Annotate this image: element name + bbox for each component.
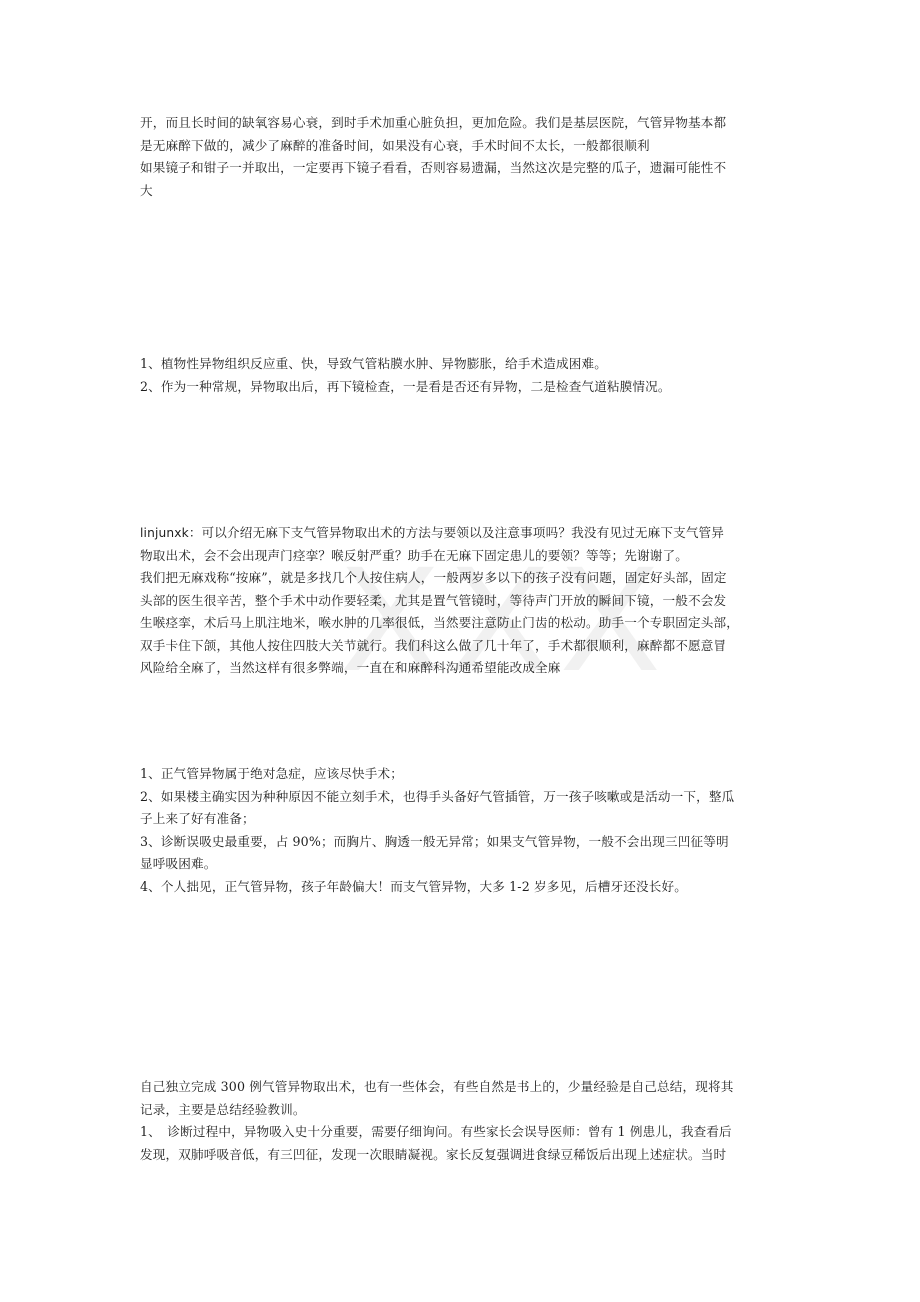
username: linjunxk xyxy=(140,526,189,540)
text-line: 1、正气管异物属于绝对急症，应该尽快手术； xyxy=(140,766,404,781)
svg-text:X: X xyxy=(560,534,661,702)
text-line: 双手卡住下颌，其他人按住四肢大关节就行。我们科这么做了几十年了，手术都很顺利，麻醉都不愿意冒 xyxy=(140,637,727,653)
text-line: 3、诊断误吸史最重要，占 90%；而胸片、胸透一般无异常；如果支气管异物，一般不会出现三凹征等明 xyxy=(140,833,729,849)
text-line: 开，而且长时间的缺氧容易心衰，到时手术加重心脏负担，更加危险。我们是基层医院，气管异物基本都 xyxy=(140,115,727,130)
text-line: 自己独立完成 300 例气管异物取出术，也有一些体会，有些自然是书上的，少量经验是自己总结，现将其 xyxy=(140,1079,734,1094)
text-line xyxy=(140,522,785,545)
text-line: 4、个人拙见，正气管异物，孩子年龄偏大！而支气管异物，大多 1-2 岁多见，后槽牙还没长好。 xyxy=(140,878,687,894)
text-line: 我们把无麻戏称“按麻”，就是多找几个人按住病人，一般两岁多以下的孩子没有问题，固定好头部，固定 xyxy=(140,570,727,585)
text-line: 是无麻醉下做的，减少了麻醉的准备时间，如果没有心衰，手术时间不太长，一般都很顺利 xyxy=(140,137,650,153)
text-line: 物取出术，会不会出现声门痉挛？喉反射严重？助手在无麻下固定患儿的要领？等等；先谢谢了。 xyxy=(140,547,688,563)
text-line: 子上来了好有准备； xyxy=(140,811,255,826)
question-text: ：可以介绍无麻下支气管异物取出术的方法与要领以及注意事项吗？我没有见过无麻下支气管异 xyxy=(188,525,725,540)
text-line: 发现，双肺呼吸音低，有三凹征，发现一次眼睛凝视。家长反复强调进食绿豆稀饭后出现上述症状。当时 xyxy=(140,1146,727,1162)
text-line: 1、植物性异物组织反应重、快，导致气管粘膜水肿、异物膨胀，给手术造成困难。 xyxy=(140,356,607,371)
text-line: 风险给全麻了，当然这样有很多弊端，一直在和麻醉科沟通希望能改成全麻 xyxy=(140,660,561,675)
paragraph-block-4 xyxy=(140,763,785,898)
text-line: 大 xyxy=(140,182,153,198)
text-line: 显呼吸困难。 xyxy=(140,856,217,871)
svg-text:X: X xyxy=(340,534,441,702)
text-line: 头部的医生很辛苦，整个手术中动作要轻柔，尤其是置气管镜时，等待声门开放的瞬间下镜，一般不会发 xyxy=(140,592,727,608)
paragraph-block-2 xyxy=(140,353,785,398)
svg-text:X: X xyxy=(450,534,551,702)
paragraph-block-1 xyxy=(140,112,785,202)
text-line: 记录，主要是总结经验教训。 xyxy=(140,1101,306,1117)
text-line: 如果镜子和钳子一并取出，一定要再下镜子看看，否则容易遗漏，当然这次是完整的瓜子，遗漏可能性不 xyxy=(140,160,727,175)
paragraph-block-3 xyxy=(140,522,785,680)
text-line: 1、 诊断过程中，异物吸入史十分重要，需要仔细询问。有些家长会误导医师：曾有 1 例患儿，我查看后 xyxy=(140,1124,732,1139)
paragraph-block-5 xyxy=(140,1076,785,1166)
text-line: 2、作为一种常规，异物取出后，再下镜检查，一是看是否还有异物，二是检查气道粘膜情况。 xyxy=(140,378,671,394)
text-line: 生喉痉挛，术后马上肌注地米，喉水肿的几率很低，当然要注意防止门齿的松动。助手一个专职固定头部， xyxy=(140,615,739,630)
text-line: 2、如果楼主确实因为种种原因不能立刻手术，也得手头备好气管插管，万一孩子咳嗽或是活动一下，整瓜 xyxy=(140,788,735,804)
